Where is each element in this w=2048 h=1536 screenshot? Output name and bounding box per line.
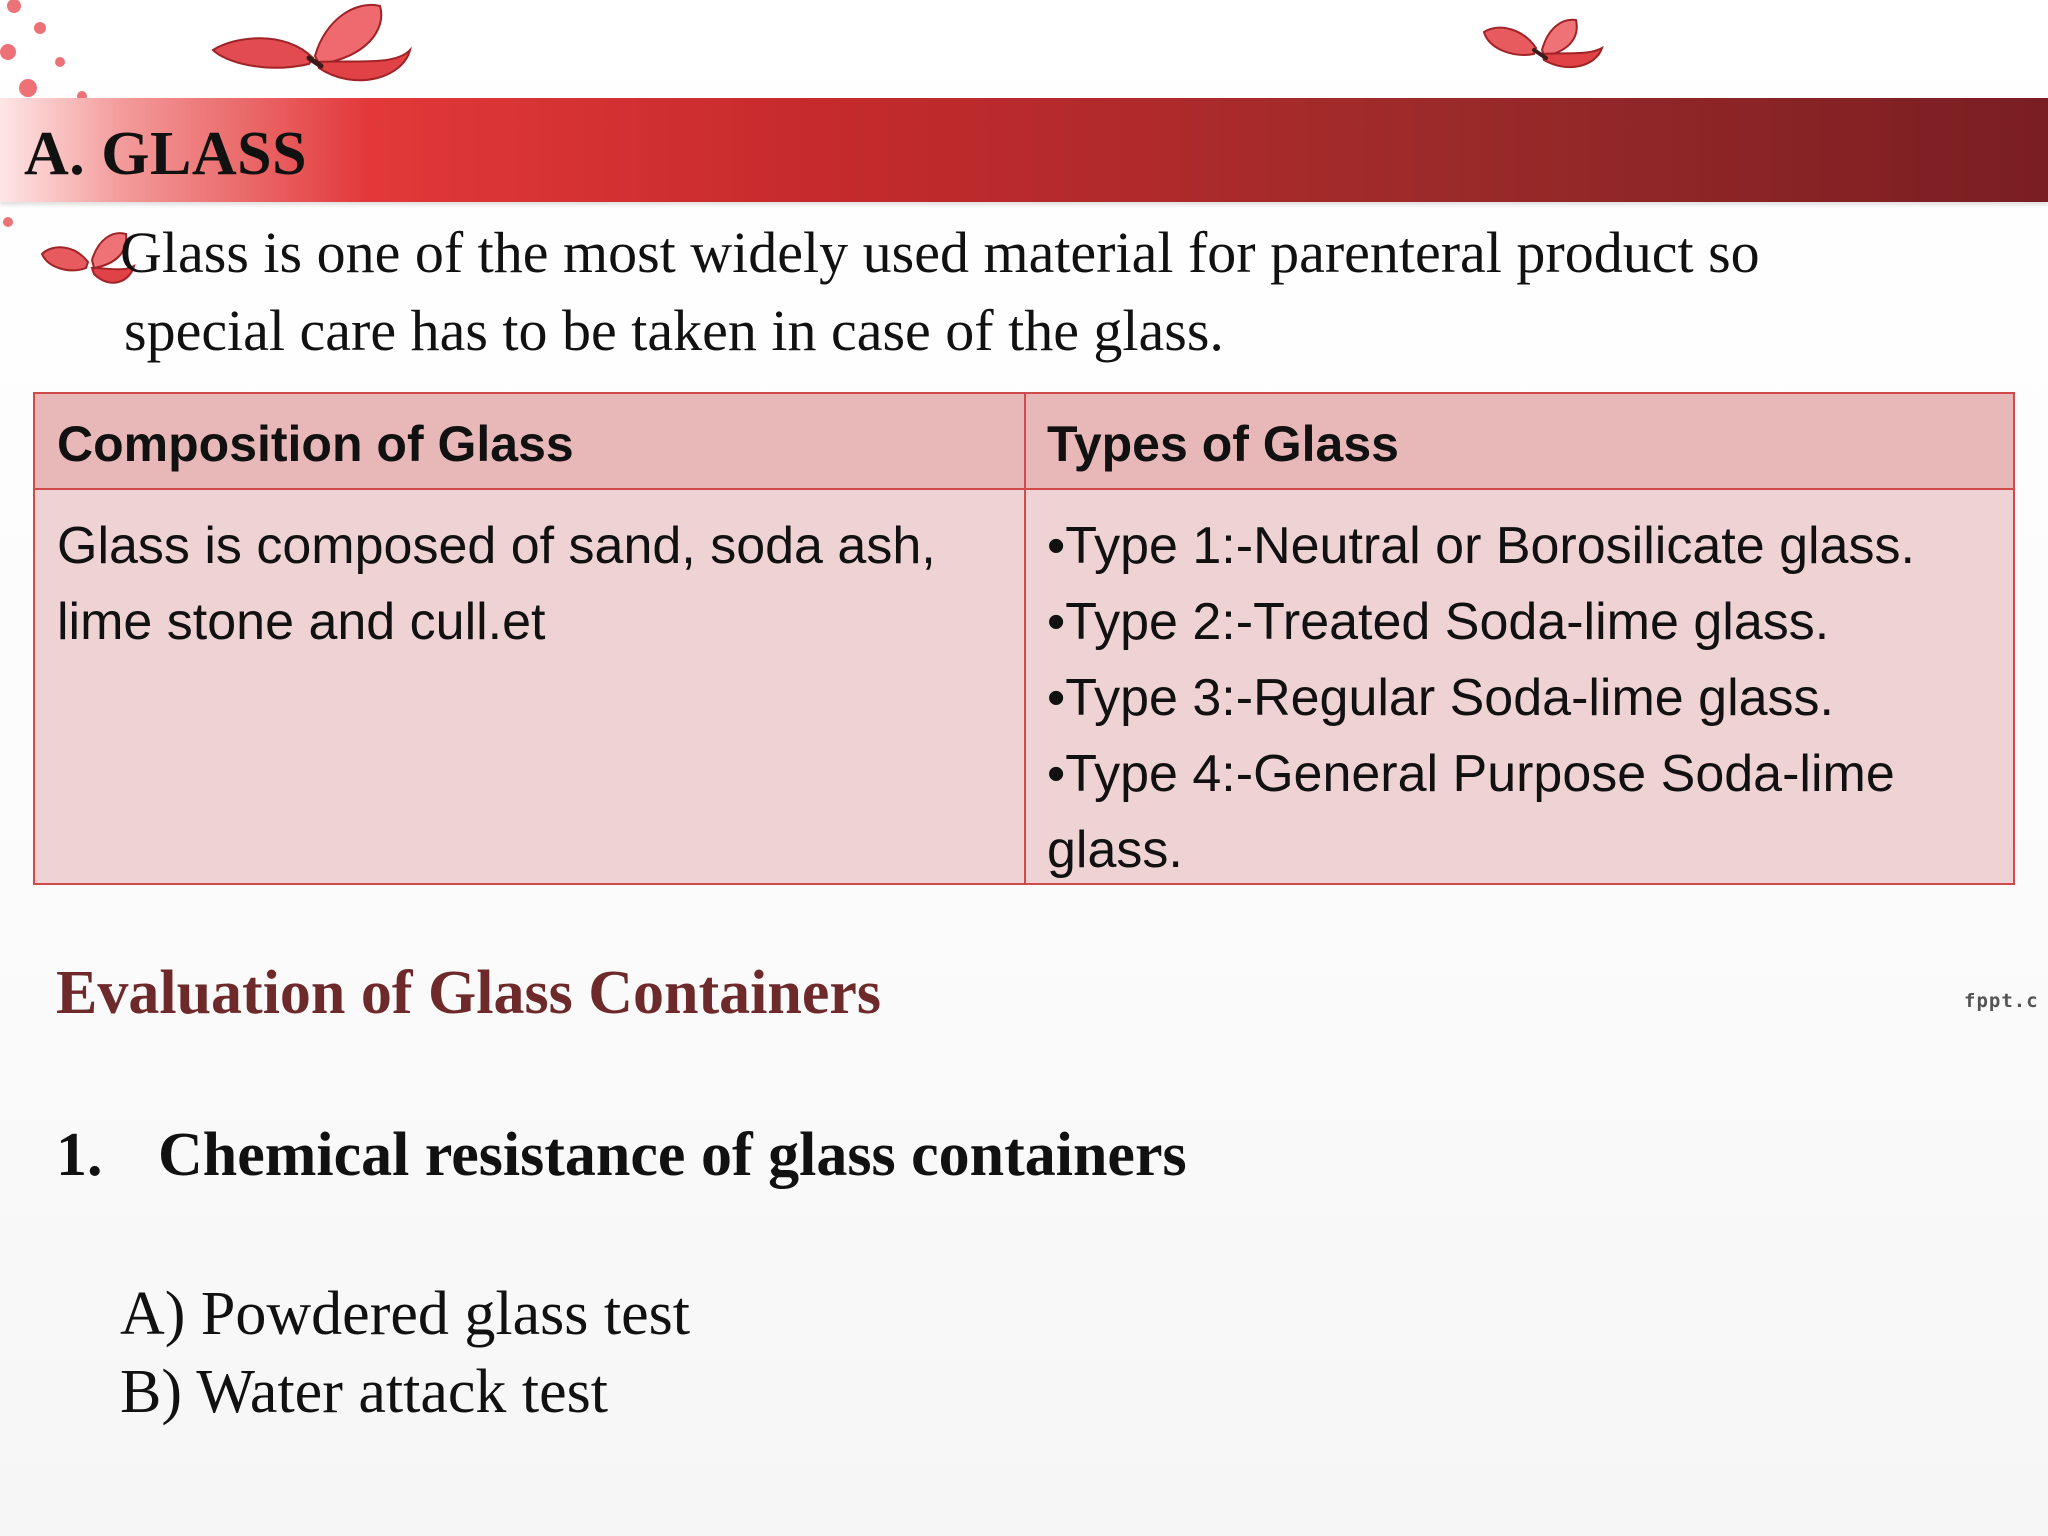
type-item: •Type 3:-Regular Soda-lime glass. — [1047, 669, 1835, 727]
sub-list-item: B) Water attack test — [120, 1358, 608, 1426]
list-item-number: 1. — [56, 1121, 103, 1189]
title-banner — [0, 98, 2048, 202]
intro-line-1: Glass is one of the most widely used material for parenteral product so — [120, 220, 1760, 285]
type-item: •Type 1:-Neutral or Borosilicate glass. — [1047, 517, 1915, 575]
evaluation-heading: Evaluation of Glass Containers — [56, 959, 882, 1027]
type-item: glass. — [1047, 821, 1183, 879]
table-cell-composition — [57, 508, 936, 660]
table-header-types: Types of Glass — [1047, 416, 1399, 472]
table-column-divider — [1024, 394, 1026, 883]
list-item-label: Chemical resistance of glass containers — [158, 1121, 1187, 1189]
intro-paragraph — [120, 214, 2020, 370]
intro-line-2: special care has to be taken in case of the glass. — [124, 298, 1224, 363]
table-cell-types — [1047, 508, 2007, 888]
type-item: •Type 4:-General Purpose Soda-lime — [1047, 745, 1895, 803]
table-header-composition: Composition of Glass — [57, 416, 574, 472]
type-item: •Type 2:-Treated Soda-lime glass. — [1047, 593, 1830, 651]
glass-table — [33, 392, 2015, 885]
sub-list-item: A) Powdered glass test — [120, 1280, 690, 1348]
butterfly-icon — [205, 0, 415, 95]
sub-list — [120, 1275, 690, 1431]
list-item-1 — [56, 1118, 1187, 1192]
watermark: fppt.c — [1964, 990, 2039, 1012]
composition-line-1: Glass is composed of sand, soda ash, — [57, 517, 936, 575]
composition-line-2: lime stone and cull.et — [57, 593, 546, 651]
slide-title: A. GLASS — [24, 120, 308, 188]
butterfly-icon — [1478, 14, 1608, 76]
